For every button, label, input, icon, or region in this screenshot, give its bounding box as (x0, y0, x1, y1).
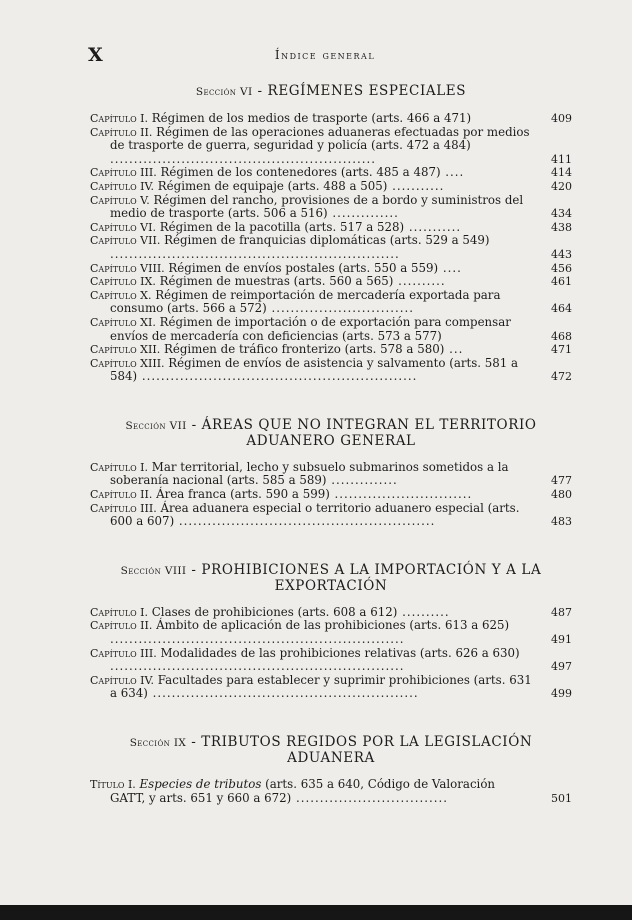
entry-label: Capítulo VI. (90, 220, 156, 234)
entry-italic-title: Especies de tributos (139, 777, 262, 791)
entry-label: Capítulo I. (90, 460, 149, 474)
entry-page-number: 477 (551, 474, 572, 488)
toc-entry (90, 275, 572, 289)
entry-page-number: 409 (551, 112, 572, 125)
entry-title: Régimen de reimportación de mercadería exportada para consumo (arts. 566 a 572) (110, 287, 501, 316)
leader-dots: ... (444, 342, 464, 357)
entry-text-block (90, 194, 532, 221)
entry-text-block (90, 126, 532, 167)
leader-dots: .......................................................... (137, 369, 418, 384)
section-heading (90, 563, 572, 594)
entry-page-number: 472 (551, 370, 572, 384)
leader-dots: ................................ (291, 790, 448, 805)
leader-dots: ............................. (329, 487, 473, 502)
section-label: Sección IX (129, 737, 187, 749)
toc-entry (90, 488, 572, 502)
leader-dots: ........................................................ (147, 686, 419, 701)
entry-page-number: 480 (551, 488, 572, 502)
entry-label: Capítulo I. (90, 112, 149, 125)
entry-text-block (90, 606, 532, 620)
toc-entry (90, 357, 572, 384)
entry-title: Régimen de franquicias diplomáticas (arts. 529 a 549) (164, 233, 490, 248)
section-title-text: - PROHIBICIONES A LA IMPORTACIÓN Y A LA EXPORTACIÓN (191, 561, 542, 594)
leader-dots: .... (440, 165, 465, 180)
toc-entry (90, 461, 572, 488)
entry-title: Facultades para establecer y suprimir prohibiciones (arts. 631 a 634) (110, 672, 532, 701)
entry-label: Capítulo XIII. (90, 356, 165, 370)
toc-entry (90, 126, 572, 167)
entry-title: Ámbito de aplicación de las prohibiciones (arts. 613 a 625) (156, 618, 510, 633)
section-title-text: - ÁREAS QUE NO INTEGRAN EL TERRITORIO ADUANERO GENERAL (191, 416, 537, 449)
entry-label: Capítulo IX. (90, 275, 156, 289)
entry-label: Capítulo II. (90, 488, 153, 502)
toc-entry (90, 674, 572, 701)
entry-page-number: 411 (551, 152, 572, 166)
leader-dots: .......... (393, 274, 446, 289)
section-heading (90, 735, 572, 766)
leader-dots: ...................................................... (174, 514, 436, 529)
toc-entry (90, 647, 572, 674)
section-heading (90, 418, 572, 449)
entry-title: Régimen de tráfico fronterizo (arts. 578 a 580) (163, 342, 445, 357)
toc-section (90, 418, 572, 529)
entry-text-block (90, 674, 532, 701)
entry-page-number: 499 (551, 687, 572, 701)
entry-text-block (90, 166, 532, 180)
entry-title: Régimen del rancho, provisiones de a bordo y suministros del medio de trasporte (arts. 506 a 516) (110, 192, 524, 221)
entry-text-block (90, 112, 532, 126)
entry-title: Área franca (arts. 590 a 599) (156, 487, 330, 502)
entry-title: (arts. 635 a 640, Código de Valoración GATT, y arts. 651 y 660 a 672) (110, 777, 496, 805)
toc-entry (90, 316, 572, 343)
leader-dots: .............. (327, 206, 399, 221)
toc-section (90, 735, 572, 805)
entry-text-block (90, 262, 532, 276)
toc-entry (90, 343, 572, 357)
leader-dots: .......... (397, 604, 450, 619)
entry-page-number: 461 (551, 275, 572, 289)
entry-label: Capítulo IV. (90, 179, 155, 193)
entry-title: Régimen de las operaciones aduaneras efectuadas por medios de trasporte de guerra, seguridad y policía (arts. 472 a 484) (110, 124, 530, 153)
entry-title: Régimen de la pacotilla (arts. 517 a 528) (159, 219, 405, 234)
entry-title: Mar territorial, lecho y subsuelo submarinos sometidos a la soberanía nacional (arts. 585 a 589) (110, 459, 509, 488)
leader-dots: ............................................................. (110, 246, 400, 261)
entry-text-block (90, 221, 532, 235)
scan-edge-band (0, 905, 632, 920)
leader-dots: .............................. (266, 301, 414, 316)
toc-entry (90, 778, 572, 805)
entry-text-block (90, 289, 532, 316)
entry-text-block (90, 357, 532, 384)
page-number: X (88, 44, 104, 66)
running-title: Índice general (274, 48, 376, 62)
entry-text-block (90, 234, 532, 261)
toc-entry (90, 289, 572, 316)
toc-entry (90, 234, 572, 261)
section-heading (90, 84, 572, 100)
entry-label: Capítulo X. (90, 288, 152, 302)
section-label: Sección VI (195, 86, 253, 98)
entry-page-number: 491 (551, 633, 572, 647)
toc-entry (90, 606, 572, 620)
toc-entry (90, 262, 572, 276)
entry-page-number: 468 (551, 329, 572, 343)
entry-label: Capítulo XII. (90, 343, 161, 357)
entry-page-number: 497 (551, 660, 572, 674)
entry-title: Clases de prohibiciones (arts. 608 a 612) (151, 604, 398, 619)
entry-label: Capítulo IV. (90, 673, 155, 687)
entry-page-number: 420 (551, 179, 572, 193)
page-header (88, 44, 562, 66)
entry-page-number: 464 (551, 302, 572, 316)
entry-text-block (90, 316, 532, 343)
entry-text-block (90, 778, 532, 805)
toc-entry (90, 619, 572, 646)
entry-title: Régimen de muestras (arts. 560 a 565) (159, 274, 394, 289)
entry-text-block (90, 502, 532, 529)
entry-label: Capítulo II. (90, 619, 153, 633)
leader-dots: ........................................................ (110, 151, 376, 166)
entry-text-block (90, 275, 532, 289)
entry-page-number: 443 (551, 247, 572, 261)
toc-entry (90, 166, 572, 180)
entry-label: Capítulo VIII. (90, 261, 165, 275)
entry-title: Régimen de los contenedores (arts. 485 a 487) (160, 165, 441, 180)
entry-title: Régimen de envíos de asistencia y salvamento (arts. 581 a 584) (110, 355, 519, 384)
section-title-text: - TRIBUTOS REGIDOS POR LA LEGISLACIÓN ADUANERA (191, 734, 533, 766)
entry-title: Régimen de envíos postales (arts. 550 a 559) (168, 260, 439, 275)
entry-label: Capítulo V. (90, 193, 150, 207)
entry-label: Capítulo I. (90, 605, 149, 619)
entry-page-number: 471 (551, 343, 572, 357)
entry-label: Capítulo XI. (90, 315, 156, 329)
entry-label: Capítulo VII. (90, 234, 161, 248)
table-of-contents (90, 84, 572, 839)
entry-label: Título I. (90, 778, 136, 791)
entry-label: Capítulo III. (90, 501, 157, 515)
toc-section (90, 84, 572, 384)
toc-entry (90, 112, 572, 126)
entry-page-number: 456 (551, 261, 572, 275)
entry-title: Modalidades de las prohibiciones relativas (arts. 626 a 630) (160, 645, 520, 660)
entry-page-number: 483 (551, 515, 572, 529)
entry-text-block (90, 619, 532, 646)
toc-entry (90, 502, 572, 529)
entry-page-number: 414 (551, 166, 572, 180)
leader-dots: .... (438, 260, 462, 275)
entry-title: Área aduanera especial o territorio aduanero especial (arts. 600 a 607) (110, 500, 520, 529)
leader-dots: .............................................................. (110, 632, 405, 647)
entry-page-number: 501 (551, 791, 572, 805)
leader-dots: .............. (326, 473, 398, 488)
leader-dots: ........... (387, 178, 445, 193)
entry-label: Capítulo III. (90, 646, 157, 660)
toc-entry (90, 221, 572, 235)
entry-title: Régimen de importación o de exportación para compensar envíos de mercadería con deficiencias (arts. 573 a 577) (110, 314, 511, 343)
entry-text-block (90, 647, 532, 674)
section-label: Sección VII (125, 419, 187, 432)
leader-dots: ........... (404, 219, 462, 234)
entry-page-number: 487 (551, 605, 572, 619)
section-label: Sección VIII (120, 564, 187, 577)
entry-text-block (90, 180, 532, 194)
entry-title: Régimen de equipaje (arts. 488 a 505) (157, 178, 388, 193)
entry-text-block (90, 461, 532, 488)
toc-section (90, 563, 572, 701)
section-title-text: - REGÍMENES ESPECIALES (257, 83, 467, 99)
entry-page-number: 434 (551, 207, 572, 221)
toc-entry (90, 180, 572, 194)
entry-text-block (90, 343, 532, 357)
toc-entry (90, 194, 572, 221)
entry-label: Capítulo III. (90, 166, 157, 180)
leader-dots: .............................................................. (110, 659, 405, 674)
entry-title: Régimen de los medios de trasporte (arts. 466 a 471) (151, 111, 472, 125)
entry-text-block (90, 488, 532, 502)
entry-page-number: 438 (551, 220, 572, 234)
entry-label: Capítulo II. (90, 125, 153, 139)
